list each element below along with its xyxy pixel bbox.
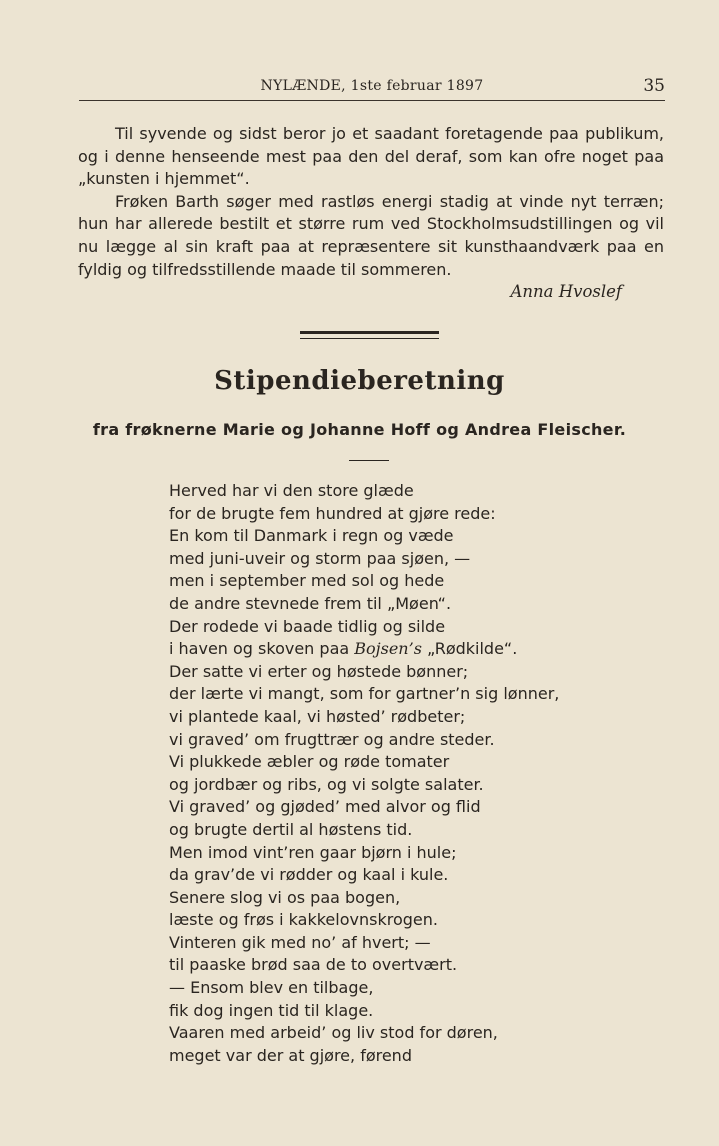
poem-line: og brugte dertil al høstens tid. [169,819,413,839]
poem-line: fik dog ingen tid til klage. [169,1000,374,1020]
poem-line: Vinteren gik med no’ af hvert; — [169,932,431,952]
poem-line: og jordbær og ribs, og vi solgte salater. [169,774,484,794]
poem-line: der lærte vi mangt, som for gartner’n sig lønner, [169,684,560,704]
poem-line: meget var der at gjøre, førend [169,1045,412,1065]
poem-line: En kom til Danmark i regn og væde [169,526,454,546]
poem-line: med juni-uveir og storm paa sjøen, — [169,548,471,568]
poem-line: Der satte vi erter og høstede bønner; [169,661,469,681]
poem-line: Senere slog vi os paa bogen, [169,887,401,907]
article-ending [78,123,664,281]
poem-line: til paaske brød saa de to overtvært. [169,955,458,975]
author-signature: Anna Hvoslef [510,282,622,301]
poem-line: vi plantede kaal, vi høsted’ rødbeter; [169,706,466,726]
poem-line: Der rodede vi baade tidlig og silde [169,616,446,636]
poem-line: for de brugte fem hundred at gjøre rede: [169,503,496,523]
poem-line: de andre stevnede frem til „Møen“. [169,593,452,613]
running-head [79,76,665,101]
paragraph: Til syvende og sidst beror jo et saadant foretagende paa publikum, og i denne henseende mest paa den del deraf, som kan ofre noget paa „kunsten i hjemmet“. [78,124,664,189]
poem-line: Vi plukkede æbler og røde tomater [169,752,450,772]
page-number: 35 [643,76,665,96]
poem [169,480,589,1067]
section-title: Stipendieberetning [214,366,505,396]
poem-line: Vi graved’ og gjøded’ med alvor og flid [169,797,481,817]
poem-line: Vaaren med arbeid’ og liv stod for døren, [169,1023,498,1043]
poem-line: — Ensom blev en tilbage, [169,978,374,998]
subtitle-rule [349,460,389,461]
poem-line: da grav’de vi rødder og kaal i kule. [169,865,449,885]
italic-name: Bojsen’s [354,639,422,659]
section-subtitle: fra frøknerne Marie og Johanne Hoff og Andrea Fleischer. [92,420,627,439]
running-head-title: NYLÆNDE, 1ste februar 1897 [260,78,484,94]
poem-line: vi graved’ om frugttrær og andre steder. [169,729,495,749]
poem-line: læste og frøs i kakkelovnskrogen. [169,910,438,930]
poem-line-with-italic: i haven og skoven paa Bojsen’s „Rødkilde“. [169,639,518,659]
poem-line: men i september med sol og hede [169,571,445,591]
paragraph: Frøken Barth søger med rastløs energi stadig at vinde nyt terræn; hun har allerede bestilt et større rum ved Stockholmsudstillingen og vil nu lægge al sin kraft paa at repræsentere sit kunsthaandværk paa en fyldig og tilfredsstillende maade til sommeren. [78,191,664,279]
section-divider [300,331,439,339]
poem-line: Herved har vi den store glæde [169,481,414,500]
poem-line: Men imod vint’ren gaar bjørn i hule; [169,842,457,862]
